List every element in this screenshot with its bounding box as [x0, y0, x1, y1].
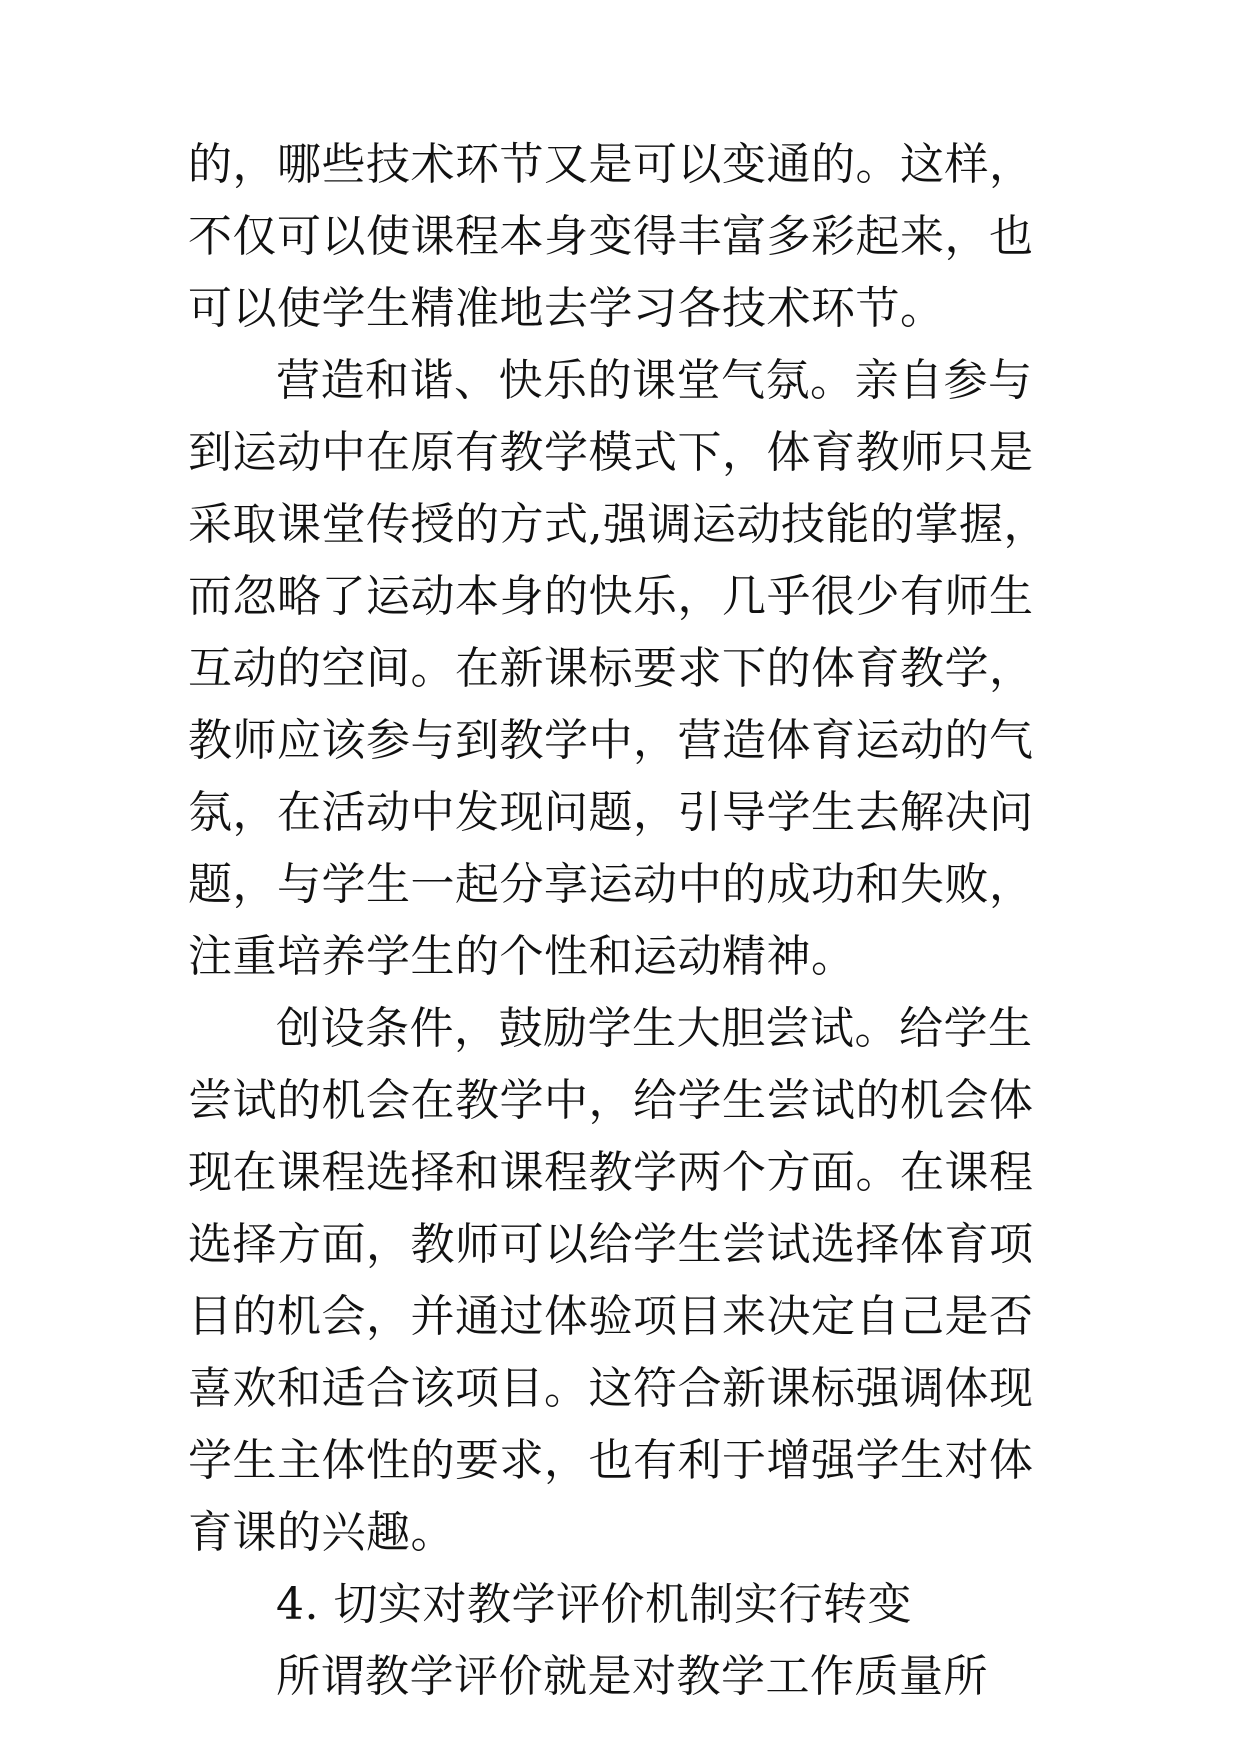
text-line: 目的机会，并通过体验项目来决定自己是否 [188, 1291, 1034, 1342]
text-line: 到运动中在原有教学模式下，体育教师只是 [188, 427, 1034, 478]
text-line: 喜欢和适合该项目。这符合新课标强调体现 [188, 1363, 1034, 1414]
paragraph-heading-line: 营造和谐、快乐的课堂气氛。亲自参与 [276, 355, 1033, 406]
text-line: 采取课堂传授的方式,强调运动技能的掌握， [188, 499, 1048, 550]
text-line: 现在课程选择和课程教学两个方面。在课程 [188, 1147, 1034, 1198]
paragraph-heading-line: 创设条件，鼓励学生大胆尝试。给学生 [276, 1003, 1033, 1054]
text-line: 育课的兴趣。 [188, 1507, 455, 1558]
text-line: 学生主体性的要求，也有利于增强学生对体 [188, 1435, 1034, 1486]
text-line: 题，与学生一起分享运动中的成功和失败， [188, 859, 1034, 910]
text-line: 而忽略了运动本身的快乐，几乎很少有师生 [188, 571, 1034, 622]
text-line: 尝试的机会在教学中，给学生尝试的机会体 [188, 1075, 1034, 1126]
text-line: 的，哪些技术环节又是可以变通的。这样， [188, 139, 1034, 190]
text-line: 氛，在活动中发现问题，引导学生去解决问 [188, 787, 1034, 838]
text-line: 互动的空间。在新课标要求下的体育教学， [188, 643, 1034, 694]
text-line: 选择方面，教师可以给学生尝试选择体育项 [188, 1219, 1034, 1270]
section-heading: 4. 切实对教学评价机制实行转变 [276, 1579, 912, 1630]
text-line: 不仅可以使课程本身变得丰富多彩起来，也 [188, 211, 1034, 262]
text-line: 可以使学生精准地去学习各技术环节。 [188, 283, 945, 334]
text-line: 教师应该参与到教学中，营造体育运动的气 [188, 715, 1034, 766]
text-line: 所谓教学评价就是对教学工作质量所 [276, 1651, 988, 1702]
text-line: 注重培养学生的个性和运动精神。 [188, 931, 856, 982]
